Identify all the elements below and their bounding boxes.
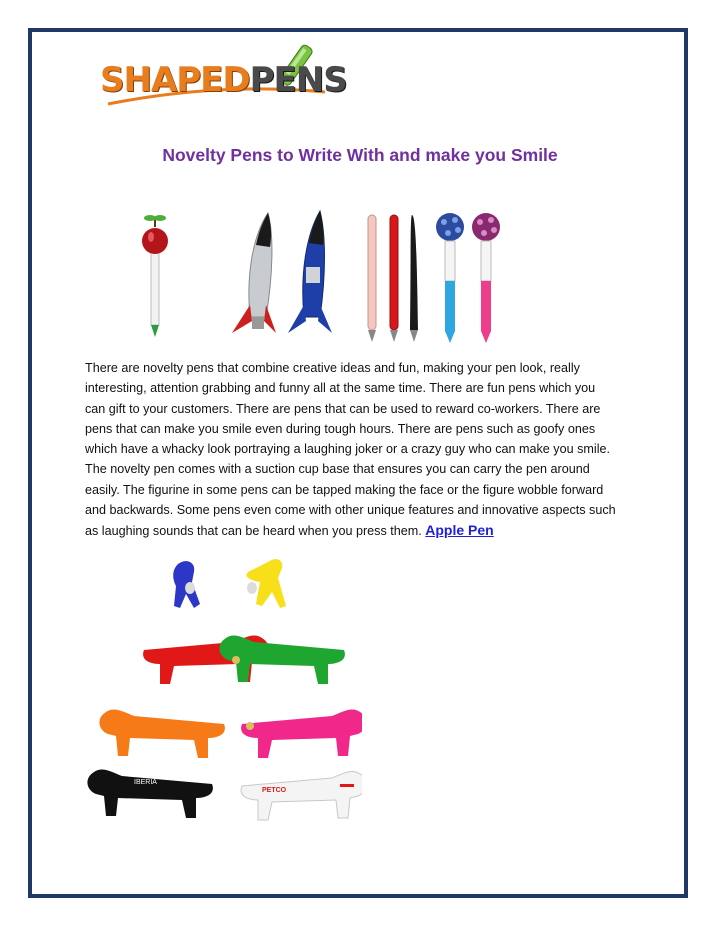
- body-line: The novelty pen comes with a suction cup base that ensures you can carry the pen around: [85, 462, 590, 477]
- yellow-dog-pen: [246, 559, 286, 608]
- pink-ball-pen-icon: [472, 213, 500, 343]
- body-line: easily. The figurine in some pens can be tapped making the face or the figure wobble forward: [85, 482, 604, 497]
- black-dog-tag: IBERIA: [134, 779, 157, 786]
- body-line: There are novelty pens that combine creative ideas and fun, making your pen look, really: [85, 361, 580, 375]
- body-line: can gift to your customers. There are pens that can be used to reward co-workers. There are: [85, 401, 601, 416]
- pink-dog-pen: [241, 709, 362, 758]
- dog-pens-image: [82, 552, 362, 822]
- body-line: pens that can make you smile even during tough hours. There are pens such as goofy ones: [85, 421, 596, 436]
- apple-pen-icon: [142, 215, 168, 337]
- white-dog-pen: [241, 771, 362, 820]
- logo-pens-text: PENS: [249, 60, 347, 100]
- green-dog-pen: [219, 635, 344, 684]
- blue-ball-pen-icon: [436, 213, 464, 343]
- orange-dog-pen: [99, 709, 224, 758]
- body-line-last: [85, 520, 645, 541]
- rocket-pen-silver-icon: [232, 213, 276, 333]
- blue-dog-pen: [173, 561, 200, 608]
- body-line: and backwards. Some pens even come with other unique features and innovative aspects such: [85, 503, 616, 518]
- rocket-pen-blue-icon: [288, 211, 332, 333]
- pink-pen-icon: [368, 215, 376, 342]
- shapedpens-logo[interactable]: [100, 42, 350, 112]
- black-dog-pen: [87, 769, 212, 818]
- logo-shaped-text: SHAPED: [100, 60, 250, 100]
- logo-wordmark: [100, 60, 347, 100]
- white-dog-tag: PETCO: [262, 787, 287, 794]
- apple-pen-link[interactable]: Apple Pen: [425, 522, 494, 539]
- page-title: Novelty Pens to Write With and make you Smile: [162, 145, 558, 165]
- body-line: which have a whacky look portraying a laughing joker or a crazy guy who can make you smile.: [85, 442, 611, 457]
- black-pen-icon: [410, 215, 418, 342]
- body-line: interesting, attention grabbing and funny all at the same time. There are fun pens which you: [85, 381, 596, 396]
- novelty-pens-image: [128, 205, 528, 350]
- body-paragraph: [85, 358, 645, 542]
- red-pen-icon: [390, 215, 398, 342]
- body-line-text: as laughing sounds that can be heard when you press them.: [85, 524, 422, 539]
